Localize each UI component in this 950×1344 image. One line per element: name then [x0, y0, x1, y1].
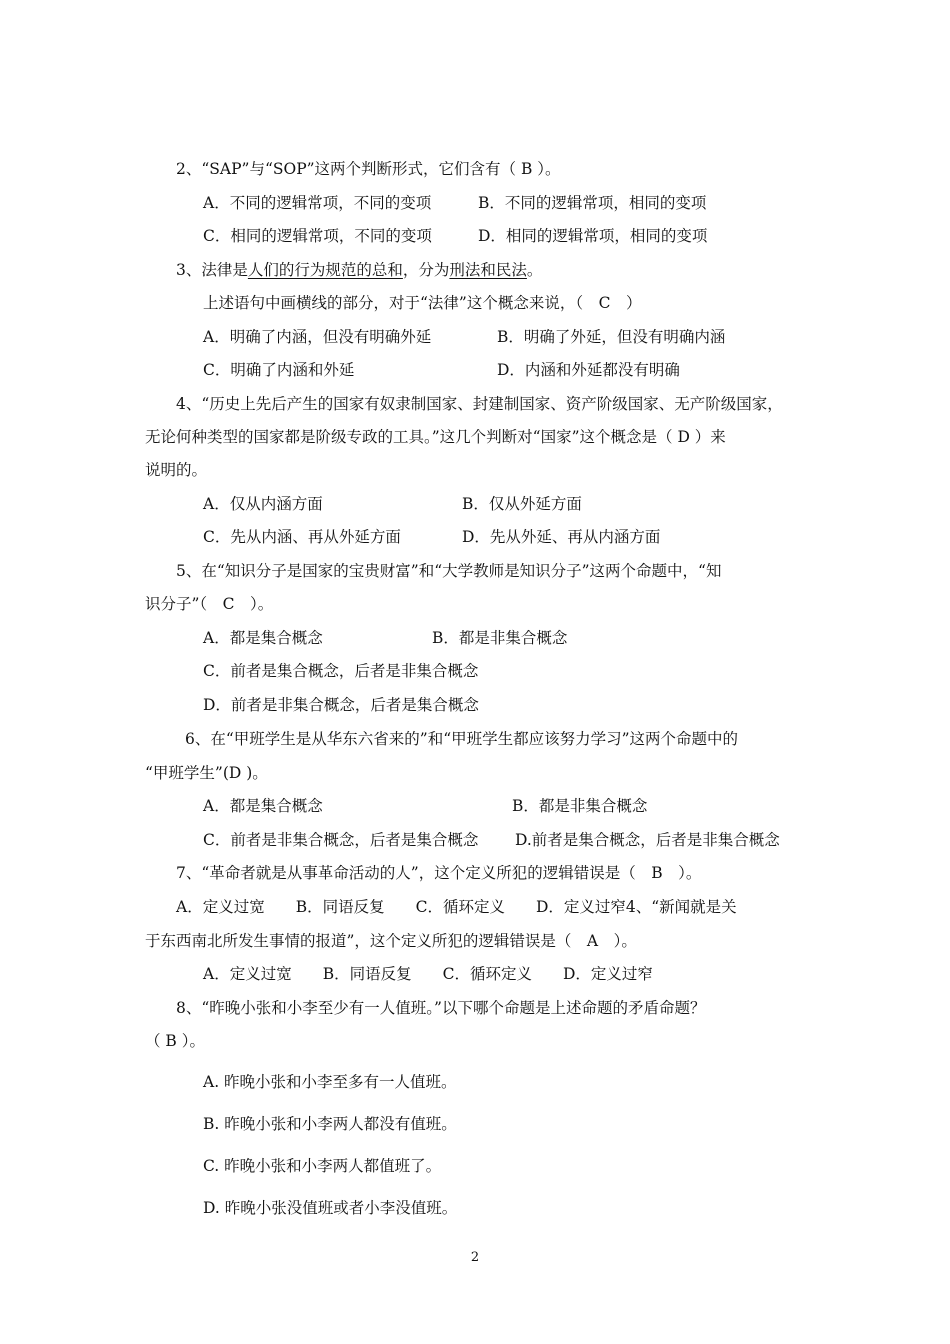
q4-option-a: A．仅从内涵方面	[203, 495, 323, 513]
q3-stem-mid: ，分为	[402, 261, 450, 279]
q5-option-d: D．前者是非集合概念，后者是集合概念	[203, 696, 479, 714]
q5-option-b: B．都是非集合概念	[432, 629, 568, 647]
q3-option-a: A．明确了内涵，但没有明确外延	[203, 328, 432, 346]
q6-option-d: D.前者是集合概念，后者是非集合概念	[515, 831, 780, 849]
q5-line-2: 识分子”（ C ）。	[145, 595, 274, 613]
q3-option-b: B．明确了外延，但没有明确内涵	[497, 328, 726, 346]
q8-option-a: A. 昨晚小张和小李至多有一人值班。	[203, 1073, 457, 1091]
q4-option-d: D．先从外延、再从内涵方面	[462, 528, 661, 546]
q3-stem-suffix: 。	[526, 261, 543, 279]
q7-options-2: A．定义过宽 B．同语反复 C．循环定义 D．定义过窄	[203, 965, 653, 983]
q7-line-2: 于东西南北所发生事情的报道”，这个定义所犯的逻辑错误是（ A ）。	[145, 932, 637, 950]
q5-line-1: 5、在“知识分子是国家的宝贵财富”和“大学教师是知识分子”这两个命题中，“知	[176, 562, 722, 580]
q4-line-2: 无论何种类型的国家都是阶级专政的工具。”这几个判断对“国家”这个概念是（ D ）来	[145, 428, 726, 446]
q4-option-b: B．仅从外延方面	[462, 495, 582, 513]
q8-line-2: （ B ）。	[145, 1032, 205, 1050]
q8-option-c: C. 昨晚小张和小李两人都值班了。	[203, 1157, 442, 1175]
q3-option-d: D．内涵和外延都没有明确	[497, 361, 680, 379]
q3-underline-definition: 人们的行为规范的总和	[247, 261, 403, 279]
q8-line-1: 8、“昨晚小张和小李至少有一人值班。”以下哪个命题是上述命题的矛盾命题？	[176, 999, 706, 1017]
q2-stem: 2、“SAP”与“SOP”这两个判断形式，它们含有（ B ）。	[176, 160, 561, 178]
q2-option-c: C．相同的逻辑常项，不同的变项	[203, 227, 432, 245]
q2-option-b: B．不同的逻辑常项，相同的变项	[478, 194, 707, 212]
q8-option-d: D. 昨晚小张没值班或者小李没值班。	[203, 1199, 458, 1217]
q4-line-1: 4、“历史上先后产生的国家有奴隶制国家、封建制国家、资产阶级国家、无产阶级国家，	[176, 395, 783, 413]
q3-underline-division: 刑法和民法	[449, 261, 527, 279]
q2-option-d: D．相同的逻辑常项，相同的变项	[478, 227, 708, 245]
q3-option-c: C．明确了内涵和外延	[203, 361, 355, 379]
q5-option-c: C．前者是集合概念，后者是非集合概念	[203, 662, 479, 680]
q3-stem	[176, 259, 542, 281]
q7-options-and-continuation: A．定义过宽 B．同语反复 C．循环定义 D．定义过窄4、“新闻就是关	[176, 898, 737, 916]
q2-option-a: A．不同的逻辑常项，不同的变项	[203, 194, 432, 212]
page-number: 2	[470, 1250, 480, 1265]
q7-stem: 7、“革命者就是从事革命活动的人”，这个定义所犯的逻辑错误是（ B ）。	[176, 864, 702, 882]
q6-line-2: “甲班学生”(D )。	[145, 764, 268, 782]
q8-option-b: B. 昨晚小张和小李两人都没有值班。	[203, 1115, 457, 1133]
q4-line-3: 说明的。	[145, 461, 208, 479]
q3-sub-question: 上述语句中画横线的部分，对于“法律”这个概念来说，（ C ）	[203, 294, 642, 312]
q4-option-c: C．先从内涵、再从外延方面	[203, 528, 401, 546]
q6-option-c: C．前者是非集合概念，后者是集合概念	[203, 831, 479, 849]
q6-option-a: A．都是集合概念	[203, 797, 323, 815]
q5-option-a: A．都是集合概念	[203, 629, 323, 647]
q3-stem-prefix: 3、法律是	[176, 261, 248, 279]
q6-line-1: 6、在“甲班学生是从华东六省来的”和“甲班学生都应该努力学习”这两个命题中的	[185, 730, 739, 748]
q6-option-b: B．都是非集合概念	[512, 797, 648, 815]
